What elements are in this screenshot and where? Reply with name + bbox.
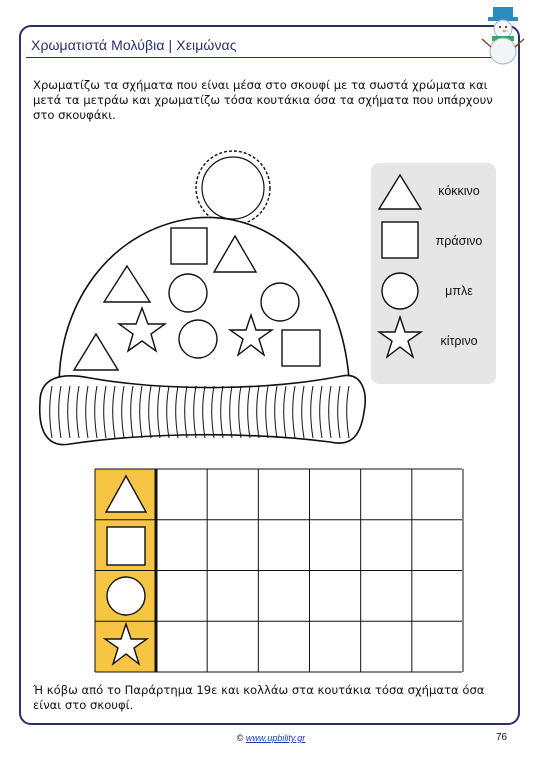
color-legend xyxy=(371,163,496,384)
legend-star-icon xyxy=(375,315,425,359)
legend-label-circle: μπλε xyxy=(445,284,473,298)
hat-circle xyxy=(169,274,207,312)
legend-triangle-icon xyxy=(375,169,425,213)
footer-instruction: Ή κόβω από το Παράρτημα 19ε και κολλάω στα κουτάκια τόσα σχήματα όσα είναι στο σκουφί. xyxy=(33,683,485,712)
pom-pom xyxy=(196,151,270,225)
hat-square xyxy=(282,330,320,366)
copyright-symbol: © xyxy=(236,733,244,743)
legend-label-star: κίτρινο xyxy=(440,334,478,348)
page-title: Χρωματιστά Μολύβια | Χειμώνας xyxy=(31,37,237,53)
legend-circle-icon xyxy=(375,269,425,313)
hat-square xyxy=(171,228,207,264)
grid-row-circle-icon xyxy=(107,577,145,615)
header-divider xyxy=(26,57,510,58)
snowman-icon xyxy=(478,5,528,67)
website-link[interactable]: www.upbility.gr xyxy=(245,733,306,743)
counting-grid xyxy=(94,468,464,674)
legend-square-icon xyxy=(375,219,425,263)
instruction-text: Χρωματίζω τα σχήματα που είναι μέσα στο σκουφί με τα σωστά χρώματα και μετά τα μετράω και χρωματίζω τόσα κουτάκια όσα τα σχήματα που υπάρχουν στο σκουφάκι. xyxy=(33,78,493,122)
hat-illustration xyxy=(30,140,370,470)
legend-label-triangle: κόκκινο xyxy=(438,184,480,198)
grid-row-square-icon xyxy=(107,527,145,565)
page-number: 76 xyxy=(496,732,508,743)
hat-circle xyxy=(179,320,217,358)
copyright-line xyxy=(0,733,542,743)
legend-label-square: πράσινο xyxy=(435,234,483,248)
hat-circle xyxy=(261,283,299,321)
